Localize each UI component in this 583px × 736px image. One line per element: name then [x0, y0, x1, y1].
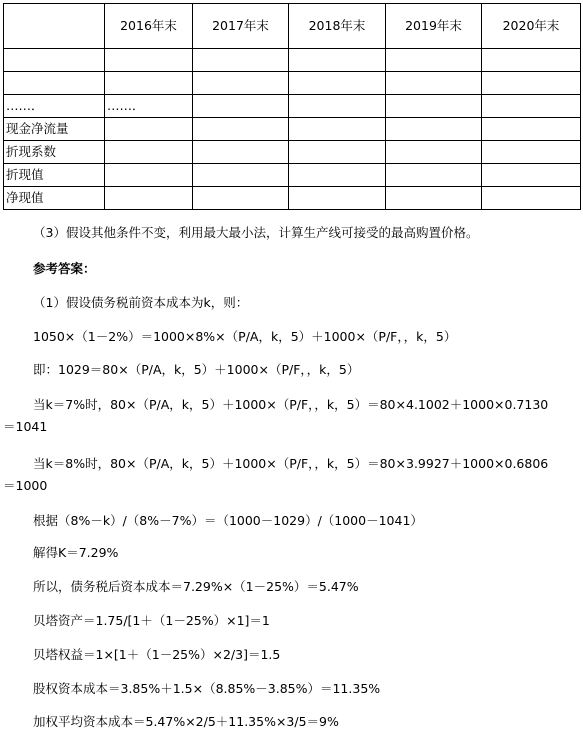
answer-line-continuation: ＝1000 [3, 478, 48, 493]
answer-line: 即：1029＝80×（P/A，k，5）＋1000×（P/F，，k，5） [33, 362, 360, 377]
answer-line: 当k＝8%时，80×（P/A，k，5）＋1000×（P/F，，k，5）＝80×3.9927＋1000×0.6806 [33, 456, 549, 471]
answer-line: 所以，债务税后资本成本＝7.29%×（1－25%）＝5.47% [33, 579, 359, 594]
row-label-discount-factor: 折现系数 [4, 141, 105, 164]
row-label-present-value: 折现值 [4, 164, 105, 187]
answer-line: 根据（8%－k）/（8%－7%）＝（1000－1029）/（1000－1041） [33, 513, 423, 528]
row-label-npv: 净现值 [4, 187, 105, 210]
header-cell-2019: 2019年末 [386, 4, 482, 49]
answer-line: 当k＝7%时，80×（P/A，k，5）＋1000×（P/F，，k，5）＝80×4.1002＋1000×0.7130 [33, 397, 549, 412]
answer-line: 贝塔资产＝1.75/[1＋（1－25%）×1]＝1 [33, 613, 270, 628]
answer-line: 加权平均资本成本＝5.47%×2/5＋11.35%×3/5＝9% [33, 714, 339, 729]
answer-line-continuation: ＝1041 [3, 419, 48, 434]
answer-heading: 参考答案： [33, 261, 96, 276]
header-cell-2016: 2016年末 [105, 4, 193, 49]
table-cell: ……． [105, 95, 193, 118]
answer-line: 股权资本成本＝3.85%＋1.5×（8.85%－3.85%）＝11.35% [33, 681, 381, 696]
answer-line: 贝塔权益＝1×[1＋（1－25%）×2/3]＝1.5 [33, 647, 281, 662]
answer-line: 解得K＝7.29% [33, 545, 119, 560]
answer-line: （1）假设债务税前资本成本为k，则： [33, 295, 249, 310]
answer-line: 1050×（1－2%）＝1000×8%×（P/A，k，5）＋1000×（P/F，，k，5） [33, 329, 457, 344]
header-cell-2018: 2018年末 [289, 4, 386, 49]
question-3: （3）假设其他条件不变，利用最大最小法，计算生产线可接受的最高购置价格。 [33, 225, 479, 240]
table-cell: ……． [4, 95, 105, 118]
header-cell-2017: 2017年末 [193, 4, 289, 49]
row-label-cash-flow: 现金净流量 [4, 118, 105, 141]
header-cell-2020: 2020年末 [482, 4, 581, 49]
